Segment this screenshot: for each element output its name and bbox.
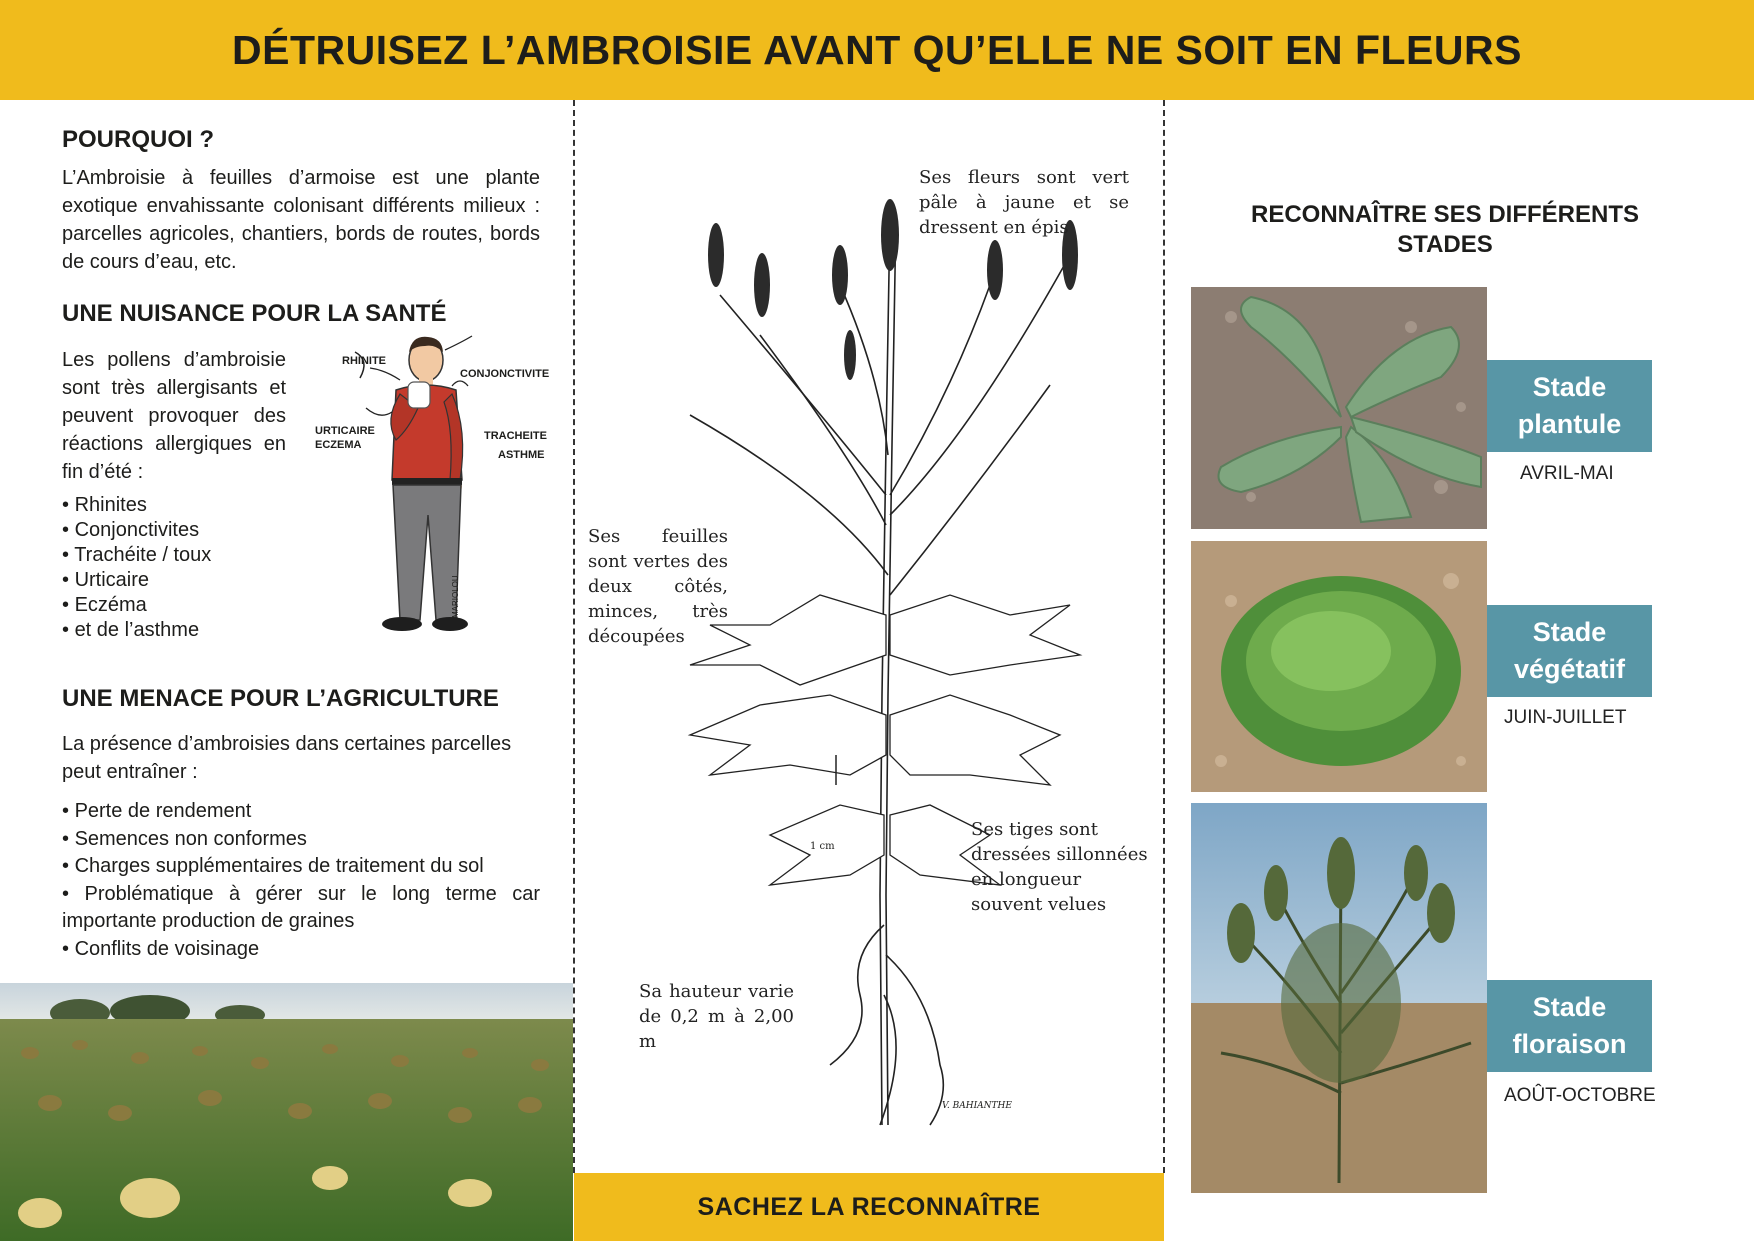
stage-name: plantule <box>1517 409 1622 439</box>
list-item: • Trachéite / toux <box>62 543 211 568</box>
stage-box-plantule <box>1487 360 1652 452</box>
stage-date-floraison: AOÛT-OCTOBRE <box>1504 1085 1656 1106</box>
drawing-signature: V. BAHIANTHE <box>942 1101 1012 1111</box>
label-conjonctivite: CONJONCTIVITE <box>460 368 550 380</box>
list-item: • Charges supplémentaires de traitement du sol <box>62 853 540 881</box>
flowering-photo <box>1191 803 1487 1193</box>
list-item: • Perte de rendement <box>62 798 540 826</box>
stage-name: floraison <box>1512 1029 1627 1059</box>
scale-label: 1 cm <box>810 841 835 852</box>
why-paragraph: L’Ambroisie à feuilles d’armoise est une plante exotique envahissante colonisant différents milieux : parcelles agricoles, chantiers, bords de routes, bords de cours d’eau, etc. <box>62 167 540 273</box>
list-item: • Urticaire <box>62 568 211 593</box>
stage-box-vegetatif <box>1487 605 1652 697</box>
list-item: • Eczéma <box>62 593 211 618</box>
agriculture-heading: UNE MENACE POUR L’AGRICULTURE <box>62 685 499 712</box>
leaves-annotation: Ses feuilles sont vertes des deux côtés, minces, très découpées <box>588 526 728 647</box>
list-item: • Semences non conformes <box>62 826 540 854</box>
illustration-signature: MARIOLOU <box>451 575 460 618</box>
stage-box-floraison <box>1487 980 1652 1072</box>
stage-date-plantule: AVRIL-MAI <box>1520 463 1614 484</box>
column-divider-right <box>1163 100 1165 1173</box>
agriculture-paragraph: La présence d’ambroisies dans certaines parcelles peut entraîner : <box>62 733 512 783</box>
title-banner <box>0 0 1754 100</box>
list-item: • Conjonctivites <box>62 518 211 543</box>
agriculture-list <box>62 798 540 963</box>
page-title: DÉTRUISEZ L’AMBROISIE AVANT QU’ELLE NE SOIT EN FLEURS <box>232 26 1522 73</box>
stage-date-vegetatif: JUIN-JUILLET <box>1504 707 1627 728</box>
health-list <box>62 493 211 643</box>
sunflower-field-photo <box>0 983 573 1241</box>
stems-annotation: Ses tiges sont dressées sillonnées en longueur souvent velues <box>971 819 1148 915</box>
stages-heading-line1: RECONNAÎTRE SES DIFFÉRENTS <box>1250 201 1640 228</box>
label-tracheite: TRACHEITE <box>484 430 547 442</box>
label-eczema: ECZEMA <box>315 439 362 451</box>
label-rhinite: RHINITE <box>342 355 386 367</box>
footer-title: SACHEZ LA RECONNAÎTRE <box>697 1192 1041 1221</box>
footer-banner <box>574 1173 1164 1241</box>
stages-heading-line2: STADES <box>1397 231 1493 258</box>
list-item: • Conflits de voisinage <box>62 936 540 964</box>
stages-heading <box>1225 200 1665 260</box>
stage-label: Stade <box>1532 617 1607 647</box>
health-paragraph: Les pollens d’ambroisie sont très allergisants et peuvent provoquer des réactions allergiques en fin d’été : <box>62 349 286 483</box>
column-divider-left <box>573 100 575 1173</box>
list-item: • et de l’asthme <box>62 618 211 643</box>
list-item: • Problématique à gérer sur le long terme car importante production de graines <box>62 881 540 936</box>
flowers-annotation: Ses fleurs sont vert pâle à jaune et se dressent en épis <box>919 167 1129 238</box>
label-asthme: ASTHME <box>498 449 545 461</box>
vegetative-photo <box>1191 541 1487 792</box>
stage-name: végétatif <box>1513 654 1626 684</box>
seedling-photo <box>1191 287 1487 529</box>
why-heading: POURQUOI ? <box>62 126 215 153</box>
height-annotation: Sa hauteur varie de 0,2 m à 2,00 m <box>639 981 794 1052</box>
health-heading: UNE NUISANCE POUR LA SANTÉ <box>62 300 447 327</box>
stage-label: Stade <box>1532 992 1607 1022</box>
stage-label: Stade <box>1532 372 1607 402</box>
label-urticaire: URTICAIRE <box>315 425 375 437</box>
list-item: • Rhinites <box>62 493 211 518</box>
